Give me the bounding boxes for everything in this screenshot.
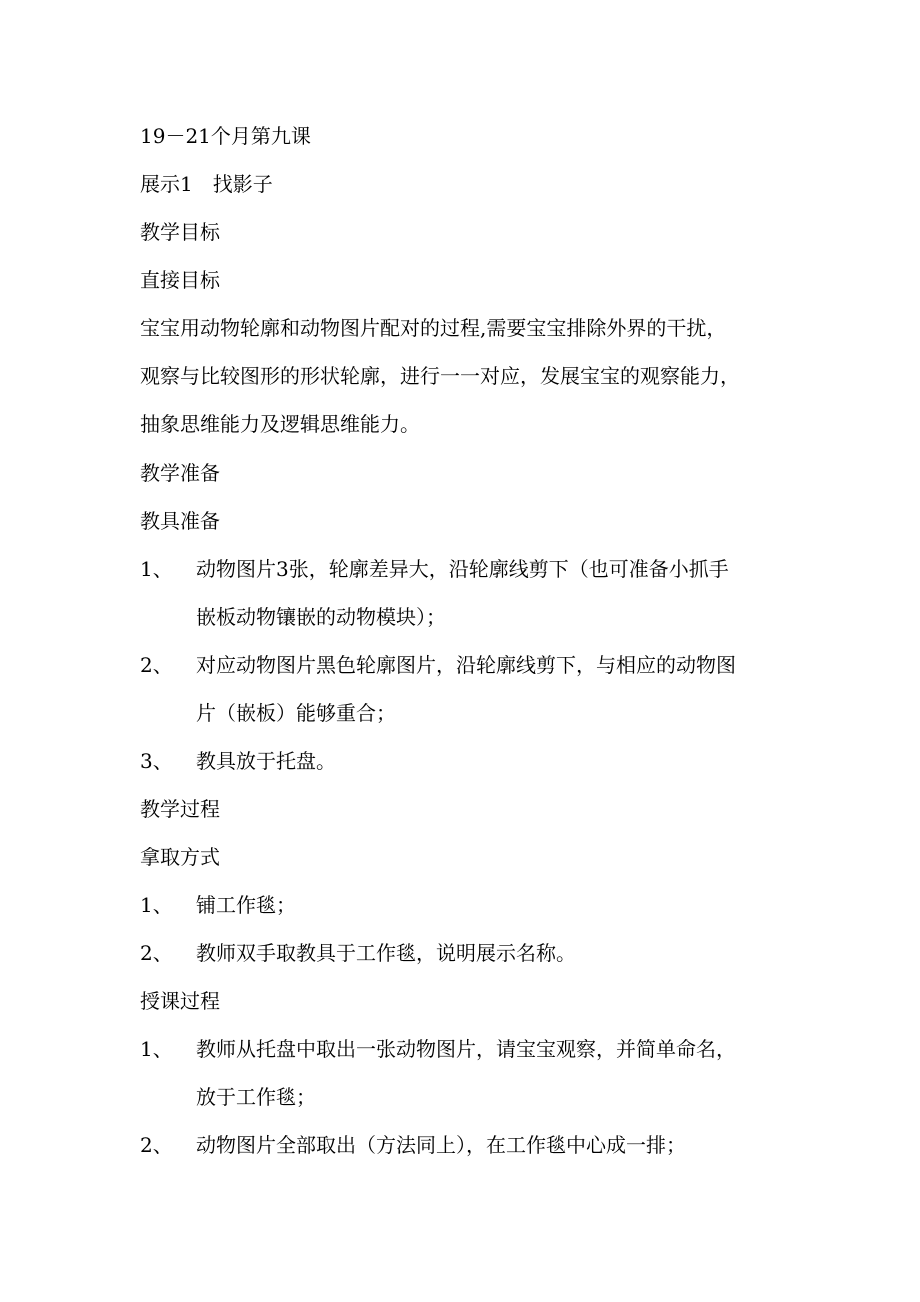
goal-paragraph-line: 观察与比较图形的形状轮廓，进行一一对应，发展宝宝的观察能力， — [140, 364, 740, 388]
list-number: 3、 — [140, 749, 173, 773]
list-number: 1、 — [140, 893, 173, 917]
fetch-heading: 拿取方式 — [140, 845, 220, 869]
goals-heading: 教学目标 — [140, 220, 220, 244]
teach-heading: 授课过程 — [140, 989, 220, 1013]
list-item — [140, 555, 729, 583]
list-text: 教师双手取教具于工作毯，说明展示名称。 — [196, 941, 576, 965]
list-item — [140, 891, 296, 919]
list-item — [140, 747, 336, 775]
list-item — [140, 651, 736, 679]
goal-paragraph-line: 抽象思维能力及逻辑思维能力。 — [140, 412, 420, 436]
list-number: 2、 — [140, 653, 173, 677]
list-text: 动物图片全部取出（方法同上），在工作毯中心成一排； — [196, 1133, 686, 1157]
list-text: 教具放于托盘。 — [196, 749, 336, 773]
demo-title: 展示1 找影子 — [140, 172, 273, 196]
list-item — [140, 1131, 686, 1159]
goal-paragraph-line: 宝宝用动物轮廓和动物图片配对的过程,需要宝宝排除外界的干扰， — [140, 316, 727, 340]
list-text: 对应动物图片黑色轮廓图片，沿轮廓线剪下，与相应的动物图 — [196, 653, 736, 677]
process-heading: 教学过程 — [140, 797, 220, 821]
list-text-continuation: 放于工作毯； — [196, 1085, 316, 1109]
list-number: 1、 — [140, 1037, 173, 1061]
list-text: 动物图片3张，轮廓差异大，沿轮廓线剪下（也可准备小抓手 — [196, 557, 729, 581]
lesson-title: 19－21个月第九课 — [140, 124, 311, 148]
list-number: 2、 — [140, 941, 173, 965]
list-item — [140, 939, 576, 967]
list-number: 2、 — [140, 1133, 173, 1157]
list-item — [140, 1035, 736, 1063]
list-text: 铺工作毯； — [196, 893, 296, 917]
list-text-continuation: 嵌板动物镶嵌的动物模块）； — [196, 605, 446, 629]
direct-goal-heading: 直接目标 — [140, 268, 220, 292]
prep-heading: 教学准备 — [140, 461, 220, 485]
list-text: 教师从托盘中取出一张动物图片，请宝宝观察，并简单命名， — [196, 1037, 736, 1061]
list-text-continuation: 片（嵌板）能够重合； — [196, 701, 396, 725]
list-number: 1、 — [140, 557, 173, 581]
tools-heading: 教具准备 — [140, 509, 220, 533]
